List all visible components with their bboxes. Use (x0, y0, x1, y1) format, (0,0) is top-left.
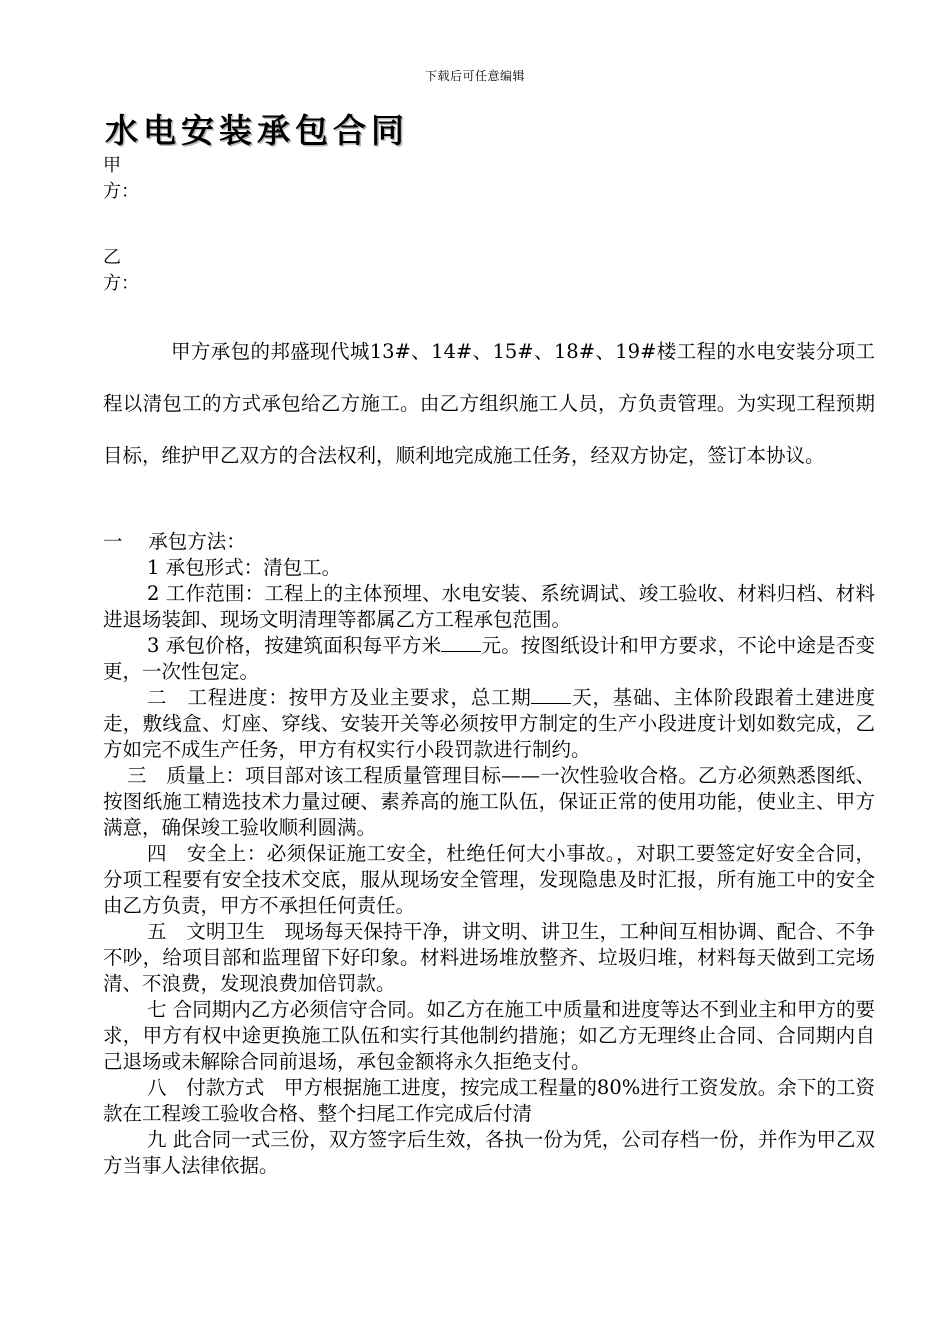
party-b-label: 乙 方： (103, 247, 139, 294)
document-title: 水电安装承包合同 (105, 111, 409, 150)
duration-blank (531, 685, 571, 704)
party-a-label: 甲 方： (103, 155, 139, 202)
party-b (103, 243, 151, 295)
section-2 (103, 685, 875, 763)
price-blank (441, 633, 481, 652)
clause-1-3 (103, 633, 875, 685)
party-a (103, 151, 151, 203)
section-8: 八 付款方式 甲方根据施工进度，按完成工程量的80%进行工资发放。余下的工资款在工程竣工验收合格、整个扫尾工作完成后付清 (103, 1076, 875, 1125)
section-1-heading: 一 承包方法： (103, 530, 246, 553)
section-7: 七 合同期内乙方必须信守合同。如乙方在施工中质量和进度等达不到业主和甲方的要求，甲方有权中途更换施工队伍和实行其他制约措施；如乙方无理终止合同、合同期内自己退场或未解除合同前退场，承包金额将永久拒绝支付。 (103, 998, 875, 1073)
section-9: 九 此合同一式三份，双方签字后生效，各执一份为凭，公司存档一份，并作为甲乙双方当事人法律依据。 (103, 1128, 875, 1177)
section-4: 四 安全上：必须保证施工安全，杜绝任何大小事故。，对职工要签定好安全合同，分项工程要有安全技术交底，服从现场安全管理，发现隐患及时汇报，所有施工中的安全由乙方负责，甲方不承担任何责任。 (103, 842, 875, 917)
intro-paragraph: 甲方承包的邦盛现代城13#、14#、15#、18#、19#楼工程的水电安装分项工程以清包工的方式承包给乙方施工。由乙方组织施工人员，方负责管理。为实现工程预期目标，维护甲乙双方的合法权利，顺利地完成施工任务，经双方协定，签订本协议。 (103, 340, 875, 467)
section-2-before-blank: 二 工程进度：按甲方及业主要求，总工期 (147, 686, 532, 709)
clause-1-1: 1 承包形式：清包工。 (147, 556, 342, 579)
section-3: 三 质量上：项目部对该工程质量管理目标——一次性验收合格。乙方必须熟悉图纸、按图纸施工精选技术力量过硬、素养高的施工队伍，保证正常的使用功能，使业主、甲方满意，确保竣工验收顺利圆满。 (103, 764, 875, 839)
clause-1-3-after-blank: 元。按图纸设计和甲方要求，不论中途是否变更，一次性包定。 (103, 634, 875, 683)
clause-1-3-before-blank: 3 承包价格，按建筑面积每平方米 (147, 634, 442, 657)
contract-body (103, 529, 875, 1179)
header-note: 下载后可任意编辑 (424, 69, 525, 83)
section-2-after-blank: 天，基础、主体阶段跟着土建进度走，敷线盒、灯座、穿线、安装开关等必须按甲方制定的生产小段进度计划如数完成，乙方如完不成生产任务，甲方有权实行小段罚款进行制约。 (103, 686, 875, 761)
section-5: 五 文明卫生 现场每天保持干净，讲文明、讲卫生，工种间互相协调、配合、不争不吵，给项目部和监理留下好印象。材料进场堆放整齐、垃圾归堆，材料每天做到工完场清、不浪费，发现浪费加倍罚款。 (103, 920, 875, 995)
clause-1-2: 2 工作范围：工程上的主体预埋、水电安装、系统调试、竣工验收、材料归档、材料进退场装卸、现场文明清理等都属乙方工程承包范围。 (103, 582, 875, 631)
